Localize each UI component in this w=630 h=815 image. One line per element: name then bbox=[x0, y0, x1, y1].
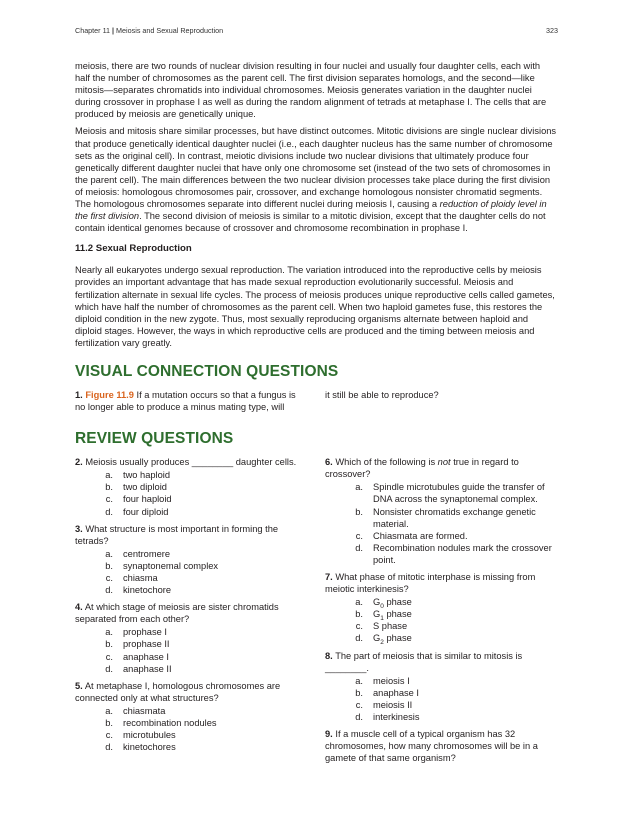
answer-options bbox=[325, 596, 557, 647]
answer-option bbox=[75, 481, 307, 493]
option-text: Recombination nodules mark the crossover point. bbox=[373, 542, 552, 565]
answer-option bbox=[75, 705, 307, 717]
option-letter: d. bbox=[355, 712, 363, 723]
question-number: 5. bbox=[75, 680, 83, 691]
answer-option bbox=[75, 560, 307, 572]
question-1 bbox=[75, 389, 307, 413]
answer-option bbox=[75, 729, 307, 741]
answer-option bbox=[325, 632, 557, 647]
question-prompt bbox=[325, 456, 557, 480]
answer-option bbox=[325, 506, 557, 530]
page-content bbox=[75, 60, 557, 769]
option-text: anaphase I bbox=[123, 651, 170, 662]
question-text: Meiosis usually produces ________ daughter cells. bbox=[85, 457, 297, 468]
question-text: At metaphase I, homologous chromosomes are connected only at what structures? bbox=[75, 680, 281, 703]
option-letter: d. bbox=[105, 663, 113, 674]
review-questions-title: REVIEW QUESTIONS bbox=[75, 430, 234, 448]
answer-option bbox=[325, 596, 557, 611]
page-number: 323 bbox=[546, 26, 558, 35]
review-right-column bbox=[325, 456, 557, 769]
answer-option bbox=[75, 638, 307, 650]
question-number: 4. bbox=[75, 602, 83, 613]
option-text: chiasma bbox=[123, 573, 158, 583]
question-text: If a mutation occurs so that a fungus is no longer able to produce a minus mating type, will bbox=[75, 389, 296, 413]
option-text: Nonsister chromatids exchange genetic material. bbox=[373, 506, 536, 529]
option-letter: c. bbox=[105, 730, 113, 741]
visual-connection-title: VISUAL CONNECTION QUESTIONS bbox=[75, 362, 339, 380]
option-text: four diploid bbox=[123, 506, 169, 517]
answer-option bbox=[325, 687, 557, 699]
option-text: Chiasmata are formed. bbox=[373, 530, 468, 541]
answer-option bbox=[325, 675, 557, 687]
question-number: 7. bbox=[325, 572, 333, 582]
answer-option bbox=[325, 481, 557, 505]
answer-option bbox=[75, 741, 307, 753]
answer-option bbox=[75, 572, 307, 584]
answer-option bbox=[325, 620, 557, 632]
question-text-continued: it still be able to reproduce? bbox=[325, 389, 439, 400]
intro-paragraph-2 bbox=[75, 125, 557, 234]
answer-options bbox=[75, 705, 307, 753]
question-number: 3. bbox=[75, 523, 83, 534]
question-3 bbox=[75, 523, 307, 597]
question-prompt bbox=[75, 456, 307, 468]
option-letter: c. bbox=[355, 530, 363, 541]
option-text: meiosis I bbox=[373, 675, 410, 686]
answer-option bbox=[325, 699, 557, 711]
figure-link[interactable]: Figure 11.9 bbox=[85, 389, 134, 400]
option-text: prophase II bbox=[123, 639, 170, 650]
option-letter: d. bbox=[105, 742, 113, 753]
intro-p2-text: Meiosis and mitosis share similar processes, but have distinct outcomes. Mitotic divisions are single nuclear divisions that produce genetically identical daughter nuclei (i.e., each daughter nucleus has the same number of chromosome sets as the original cell). In contrast, meiotic divisions include two nuclear divisions that ultimately produce four genetically different daughter nuclei that have only one chromosome set (instead of the two sets of chromosomes in the parent cell). The main differences between the two nuclear division processes take place during the first division of meiosis: homologous chromosomes pair, crossover, and exchange homologous nonsister chromatid segments. The homologous chromosomes separate into different nuclei during meiosis I, causing a bbox=[75, 126, 557, 210]
option-letter: a. bbox=[355, 675, 363, 686]
option-text: Spindle microtubules guide the transfer of DNA across the synaptonemal complex. bbox=[373, 482, 545, 505]
running-header bbox=[75, 26, 558, 35]
option-letter: a. bbox=[105, 470, 113, 481]
header-separator: | bbox=[112, 26, 115, 35]
chapter-label: Chapter 11 bbox=[75, 26, 111, 35]
answer-option bbox=[75, 493, 307, 505]
option-letter: a. bbox=[355, 597, 363, 608]
question-text: What structure is most important in forming the tetrads? bbox=[75, 523, 279, 546]
question-2 bbox=[75, 456, 307, 517]
question-text: At which stage of meiosis are sister chromatids separated from each other? bbox=[75, 602, 279, 625]
question-number: 6. bbox=[325, 457, 333, 468]
question-9 bbox=[325, 728, 557, 764]
option-letter: b. bbox=[105, 639, 113, 650]
option-text: S phase bbox=[373, 621, 408, 632]
intro-paragraph-1: meiosis, there are two rounds of nuclear division resulting in four nuclei and usually four daughter cells, each with half the number of chromosomes as the parent cell. The first division separates homologs, and the second—like mitosis—separates chromatids into individual chromosomes. Meiosis generates variation in the daughter nuclei during crossover in prophase I as well as during the random alignment of tetrads at metaphase I. The cells that are produced by meiosis are genetically unique. bbox=[75, 61, 547, 120]
option-letter: b. bbox=[105, 560, 113, 571]
question-text: The part of meiosis that is similar to mitosis is ________. bbox=[325, 650, 523, 673]
option-letter: d. bbox=[105, 585, 113, 596]
intro-p2-emphasis: reduction of ploidy level in the first division bbox=[75, 199, 547, 222]
answer-option bbox=[75, 717, 307, 729]
answer-option bbox=[325, 542, 557, 566]
option-text: $G_2$ phase bbox=[373, 633, 412, 647]
question-text: If a muscle cell of a typical organism has 32 chromosomes, how many chromosomes will be in a gamete of that same organism? bbox=[325, 729, 538, 764]
question-text: What phase of mitotic interphase is missing from meiotic interkinesis? bbox=[325, 572, 536, 595]
answer-option bbox=[75, 626, 307, 638]
question-prompt bbox=[75, 601, 307, 625]
question-prompt bbox=[325, 650, 557, 674]
question-emphasis: not bbox=[437, 457, 451, 468]
option-text: kinetochores bbox=[123, 742, 176, 753]
option-letter: c. bbox=[105, 573, 113, 583]
option-letter: b. bbox=[355, 687, 363, 698]
option-text: prophase I bbox=[123, 627, 167, 638]
chapter-title: Meiosis and Sexual Reproduction bbox=[116, 26, 224, 35]
option-letter: c. bbox=[105, 494, 113, 505]
question-prompt bbox=[325, 728, 557, 764]
option-letter: d. bbox=[355, 542, 363, 553]
answer-options bbox=[75, 548, 307, 596]
answer-option bbox=[75, 651, 307, 663]
option-letter: d. bbox=[355, 633, 363, 644]
answer-option bbox=[325, 608, 557, 623]
option-letter: c. bbox=[355, 621, 363, 632]
question-prompt bbox=[75, 523, 307, 547]
answer-option bbox=[75, 469, 307, 481]
option-letter: c. bbox=[105, 651, 113, 662]
answer-options bbox=[325, 675, 557, 723]
option-letter: b. bbox=[355, 609, 363, 620]
question-6 bbox=[325, 456, 557, 566]
option-letter: a. bbox=[355, 482, 363, 493]
option-letter: c. bbox=[355, 699, 363, 710]
question-7 bbox=[325, 571, 557, 645]
option-text: interkinesis bbox=[373, 712, 420, 723]
review-left-column bbox=[75, 456, 307, 769]
question-text: Which of the following is bbox=[335, 457, 438, 468]
question-1-continued bbox=[325, 389, 557, 413]
question-8 bbox=[325, 650, 557, 724]
visual-connection-columns bbox=[75, 389, 557, 418]
answer-option bbox=[75, 584, 307, 596]
option-letter: b. bbox=[105, 482, 113, 493]
option-letter: b. bbox=[105, 718, 113, 729]
review-columns bbox=[75, 456, 557, 769]
option-letter: d. bbox=[105, 506, 113, 517]
answer-option bbox=[325, 711, 557, 723]
option-letter: a. bbox=[105, 627, 113, 638]
question-5 bbox=[75, 680, 307, 754]
answer-options bbox=[75, 469, 307, 517]
option-text: two haploid bbox=[123, 470, 171, 481]
option-text: $G_1$ phase bbox=[373, 609, 412, 623]
option-text: two diploid bbox=[123, 482, 167, 493]
option-text: meiosis II bbox=[373, 699, 413, 710]
option-letter: b. bbox=[355, 506, 363, 517]
option-text: anaphase II bbox=[123, 663, 172, 674]
option-text: four haploid bbox=[123, 494, 172, 505]
answer-options bbox=[75, 626, 307, 674]
answer-option bbox=[325, 530, 557, 542]
option-text: recombination nodules bbox=[123, 718, 217, 729]
answer-option bbox=[75, 548, 307, 560]
section-heading-11-2: 11.2 Sexual Reproduction bbox=[75, 243, 192, 255]
option-text: microtubules bbox=[123, 730, 176, 741]
option-text: centromere bbox=[123, 548, 171, 559]
question-number: 9. bbox=[325, 729, 333, 740]
option-text: chiasmata bbox=[123, 705, 166, 716]
answer-option bbox=[75, 663, 307, 675]
question-number: 2. bbox=[75, 457, 83, 468]
option-letter: a. bbox=[105, 548, 113, 559]
question-number: 1. bbox=[75, 389, 83, 400]
option-text: $G_0$ phase bbox=[373, 597, 412, 611]
question-text-end: true in regard to crossover? bbox=[325, 457, 519, 480]
answer-option bbox=[75, 506, 307, 518]
section-11-2-body: Nearly all eukaryotes undergo sexual reproduction. The variation introduced into the reproductive cells by meiosis provides an important advantage that has made sexual reproduction evolutionarily successful. Meiosis and fertilization alternate in sexual life cycles. The process of meiosis produces unique reproductive cells called gametes, which have half the number of chromosomes as the parent cell. When two haploid gametes fuse, this restores the diploid condition in the new zygote. Thus, most sexually reproducing organisms alternate between haploid and diploid stages. However, the ways in which reproductive cells are produced and the timing between meiosis and fertilization vary greatly. bbox=[75, 265, 555, 348]
question-4 bbox=[75, 601, 307, 675]
question-prompt bbox=[75, 680, 307, 704]
option-text: anaphase I bbox=[373, 687, 420, 698]
option-letter: a. bbox=[105, 705, 113, 716]
question-prompt bbox=[325, 571, 557, 595]
answer-options bbox=[325, 481, 557, 566]
option-text: kinetochore bbox=[123, 585, 172, 596]
intro-p2-text-end: . The second division of meiosis is similar to a mitotic division, except that the daughter cells do not contain identical genomes because of crossover and chromosome recombination in prophase I. bbox=[75, 211, 546, 234]
option-text: synaptonemal complex bbox=[123, 560, 219, 571]
question-number: 8. bbox=[325, 650, 333, 661]
